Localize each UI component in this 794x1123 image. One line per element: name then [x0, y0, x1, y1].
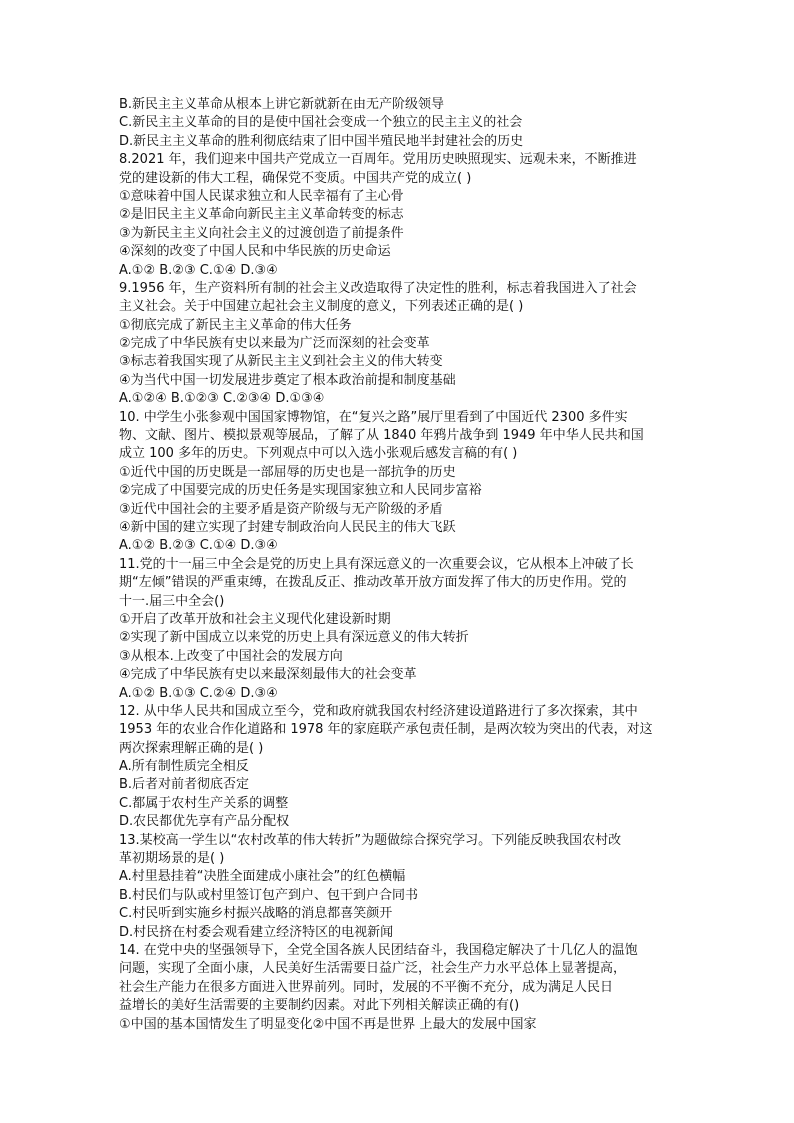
text-line: A.村里悬挂着“决胜全面建成小康社会”的红色横幅: [119, 869, 406, 885]
text-line: A.①② B.①③ C.②④ D.③④: [119, 685, 278, 701]
text-line: D.新民主主义革命的胜利彻底结束了旧中国半殖民地半封建社会的历史: [119, 133, 524, 149]
text-line: 10. 中学生小张参观中国国家博物馆，在“复兴之路”展厅里看到了中国近代 2300 多件实: [119, 409, 628, 425]
text-line: 期“左倾”错误的严重束缚，在拨乱反正、推动改革开放方面发挥了伟大的历史作用。党的: [119, 575, 627, 591]
text-line: 8.2021 年，我们迎来中国共产党成立一百周年。党用历史映照现实、远观未来，不断推进: [119, 152, 637, 168]
text-line: B.新民主主义革命从根本上讲它新就新在由无产阶级领导: [119, 97, 445, 112]
text-line: D.农民都优先享有产品分配权: [119, 814, 290, 830]
text-line: 党的建设新的伟大工程，确保党不变质。中国共产党的成立( ): [119, 170, 472, 186]
text-line: ②实现了新中国成立以来党的历史上具有深远意义的伟大转折: [119, 630, 469, 646]
text-line: ①中国的基本国情发生了明显变化②中国不再是世界 上最大的发展中国家: [119, 1016, 537, 1032]
text-line: ①彻底完成了新民主主义革命的伟大任务: [119, 317, 352, 333]
text-line: 问题，实现了全面小康，人民美好生活需要日益广泛，社会生产力水平总体上显著提高，: [119, 961, 627, 977]
text-line: ④完成了中华民族有史以来最深刻最伟大的社会变革: [119, 667, 417, 683]
text-line: 9.1956 年，生产资料所有制的社会主义改造取得了决定性的胜利，标志着我国进入了社会: [119, 280, 637, 296]
text-line: 11.党的十一届三中全会是党的历史上具有深远意义的一次重要会议，它从根本上冲破了长: [119, 556, 634, 572]
text-line: ①近代中国的历史既是一部屈辱的历史也是一部抗争的历史: [119, 464, 456, 480]
text-line: B.后者对前者彻底否定: [119, 777, 250, 793]
text-line: 主义社会。关于中国建立起社会主义制度的意义，下列表述正确的是( ): [119, 299, 524, 315]
text-line: ③从根本.上改变了中国社会的发展方向: [119, 648, 343, 664]
text-line: 12. 从中华人民共和国成立至今，党和政府就我国农村经济建设道路进行了多次探索，其中: [119, 703, 638, 719]
text-line: 14. 在党中央的坚强领导下，全党全国各族人民团结奋斗，我国稳定解决了十几亿人的温饱: [119, 942, 638, 958]
text-line: 十一.届三中全会(): [119, 593, 225, 609]
text-line: D.村民挤在村委会观看建立经济特区的电视新闻: [119, 924, 394, 940]
text-line: ①开启了改革开放和社会主义现代化建设新时期: [119, 611, 391, 627]
text-line: ②完成了中华民族有史以来最为广泛而深刻的社会变革: [119, 336, 430, 352]
text-line: ④为当代中国一切发展进步奠定了根本政治前提和制度基础: [119, 372, 456, 388]
text-line: ③为新民主主义向社会主义的过渡创造了前提条件: [119, 225, 404, 241]
text-line: 革初期场景的是( ): [119, 851, 225, 867]
text-line: 两次探索理解正确的是( ): [119, 740, 264, 756]
text-line: 物、文献、图片、模拟景观等展品，了解了从 1840 年鸦片战争到 1949 年中华人民共和国: [119, 428, 644, 444]
text-line: 13.某校高一学生以“农村改革的伟大转折”为题做综合探究学习。下列能反映我国农村改: [119, 832, 622, 848]
text-line: ②完成了中国要完成的历史任务是实现国家独立和人民同步富裕: [119, 483, 482, 499]
text-line: 1953 年的农业合作化道路和 1978 年的家庭联产承包责任制，是两次较为突出的代表，对这: [119, 722, 653, 738]
text-line: 成立 100 多年的历史。下列观点中可以入选小张观后感发言稿的有( ): [119, 446, 518, 462]
text-line: A.①② B.②③ C.①④ D.③④: [119, 538, 278, 554]
text-line: ②是旧民主主义革命向新民主主义革命转变的标志: [119, 207, 404, 223]
text-line: ③标志着我国实现了从新民主主义到社会主义的伟大转变: [119, 354, 443, 370]
text-line: C.都属于农村生产关系的调整: [119, 795, 289, 811]
text-line: A.①② B.②③ C.①④ D.③④: [119, 262, 278, 278]
text-line: ④深刻的改变了中国人民和中华民族的历史命运: [119, 244, 391, 260]
text-line: 社会生产能力在很多方面进入世界前列。同时，发展的不平衡不充分，成为满足人民日: [119, 979, 614, 995]
text-line: C.村民听到实施乡村振兴战略的消息都喜笑颜开: [119, 906, 393, 922]
text-line: B.村民们与队或村里签订包产到户、包干到户合同书: [119, 887, 419, 903]
text-line: ④新中国的建立实现了封建专制政治向人民民主的伟大飞跃: [119, 519, 456, 535]
text-line: A.①②④ B.①②③ C.②③④ D.①③④: [119, 391, 325, 407]
exam-page-text: [119, 96, 679, 1034]
text-line: C.新民主主义革命的目的是使中国社会变成一个独立的民主主义的社会: [119, 115, 523, 131]
text-line: A.所有制性质完全相反: [119, 759, 249, 775]
text-line: ①意味着中国人民谋求独立和人民幸福有了主心骨: [119, 188, 404, 204]
text-line: ③近代中国社会的主要矛盾是资产阶级与无产阶级的矛盾: [119, 501, 443, 517]
text-line: 益增长的美好生活需要的主要制约因素。对此下列相关解读正确的有(): [119, 998, 520, 1014]
